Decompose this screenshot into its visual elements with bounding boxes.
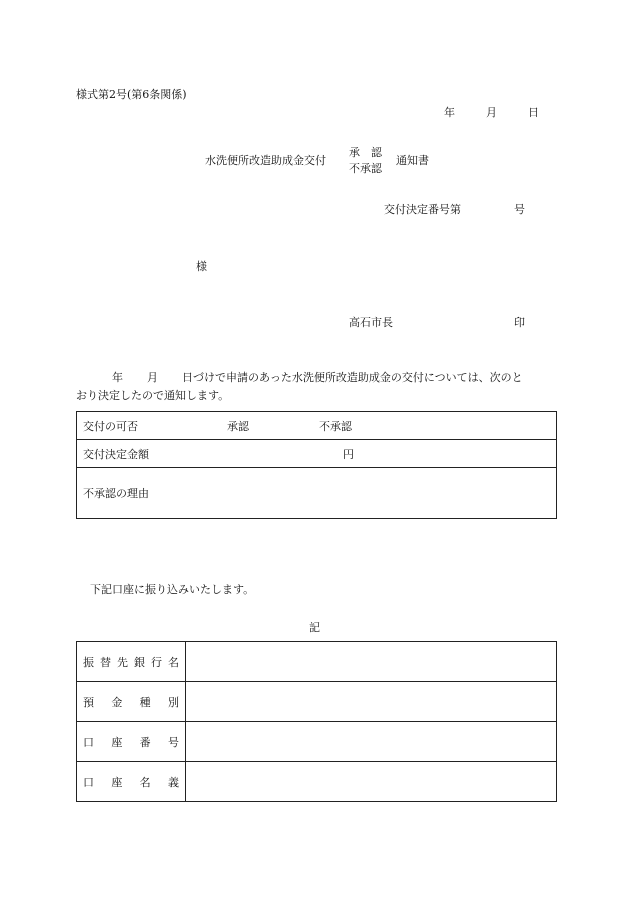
title-approve: 承 認 (349, 146, 382, 159)
date-day: 日 (528, 106, 539, 119)
approval-label: 交付の可否 (83, 419, 138, 433)
issuer-seal: 印 (514, 316, 525, 329)
decision-table (76, 411, 557, 519)
bank-table (76, 641, 557, 802)
title-suffix: 通知書 (396, 154, 429, 167)
bank-row (77, 642, 557, 682)
account-number-value (186, 722, 557, 762)
decision-number-label: 交付決定番号第 (384, 203, 461, 216)
amount-unit: 円 (343, 447, 354, 461)
date-month: 月 (486, 106, 497, 119)
title-prefix: 水洗便所改造助成金交付 (205, 154, 326, 167)
title-disapprove: 不承認 (349, 162, 382, 175)
body-year: 年 (112, 371, 123, 384)
recipient-suffix: 様 (196, 260, 207, 273)
reason-label: 不承認の理由 (83, 487, 149, 500)
bank-name-value (186, 642, 557, 682)
transfer-text: 下記口座に振り込みいたします。 (90, 583, 255, 596)
form-number: 様式第2号(第6条関係) (76, 88, 187, 101)
bank-name-label: 振 替 先 銀 行 名 (83, 655, 179, 669)
date-line (444, 104, 539, 120)
account-holder-label: 口 座 名 義 (83, 775, 179, 789)
bank-row (77, 682, 557, 722)
deposit-type-value (186, 682, 557, 722)
amount-label: 交付決定金額 (83, 447, 149, 461)
account-number-label: 口 座 番 号 (83, 735, 179, 749)
body-line1 (76, 369, 523, 385)
ki-heading: 記 (309, 621, 320, 634)
body-line1-rest: 日づけで申請のあった水洗便所改造助成金の交付については、次のと (182, 371, 523, 384)
disapprove-option: 不承認 (319, 419, 352, 433)
amount-row (77, 440, 557, 468)
date-year: 年 (444, 106, 455, 119)
issuer-name: 高石市長 (349, 316, 393, 329)
deposit-type-label: 預 金 種 別 (83, 695, 179, 709)
body-month: 月 (147, 371, 158, 384)
approve-option: 承認 (227, 419, 249, 433)
account-holder-value (186, 762, 557, 802)
approval-row (77, 412, 557, 440)
reason-row (77, 468, 557, 519)
bank-row (77, 762, 557, 802)
bank-row (77, 722, 557, 762)
body-line2: おり決定したので通知します。 (76, 389, 230, 402)
decision-number-suffix: 号 (514, 203, 525, 216)
